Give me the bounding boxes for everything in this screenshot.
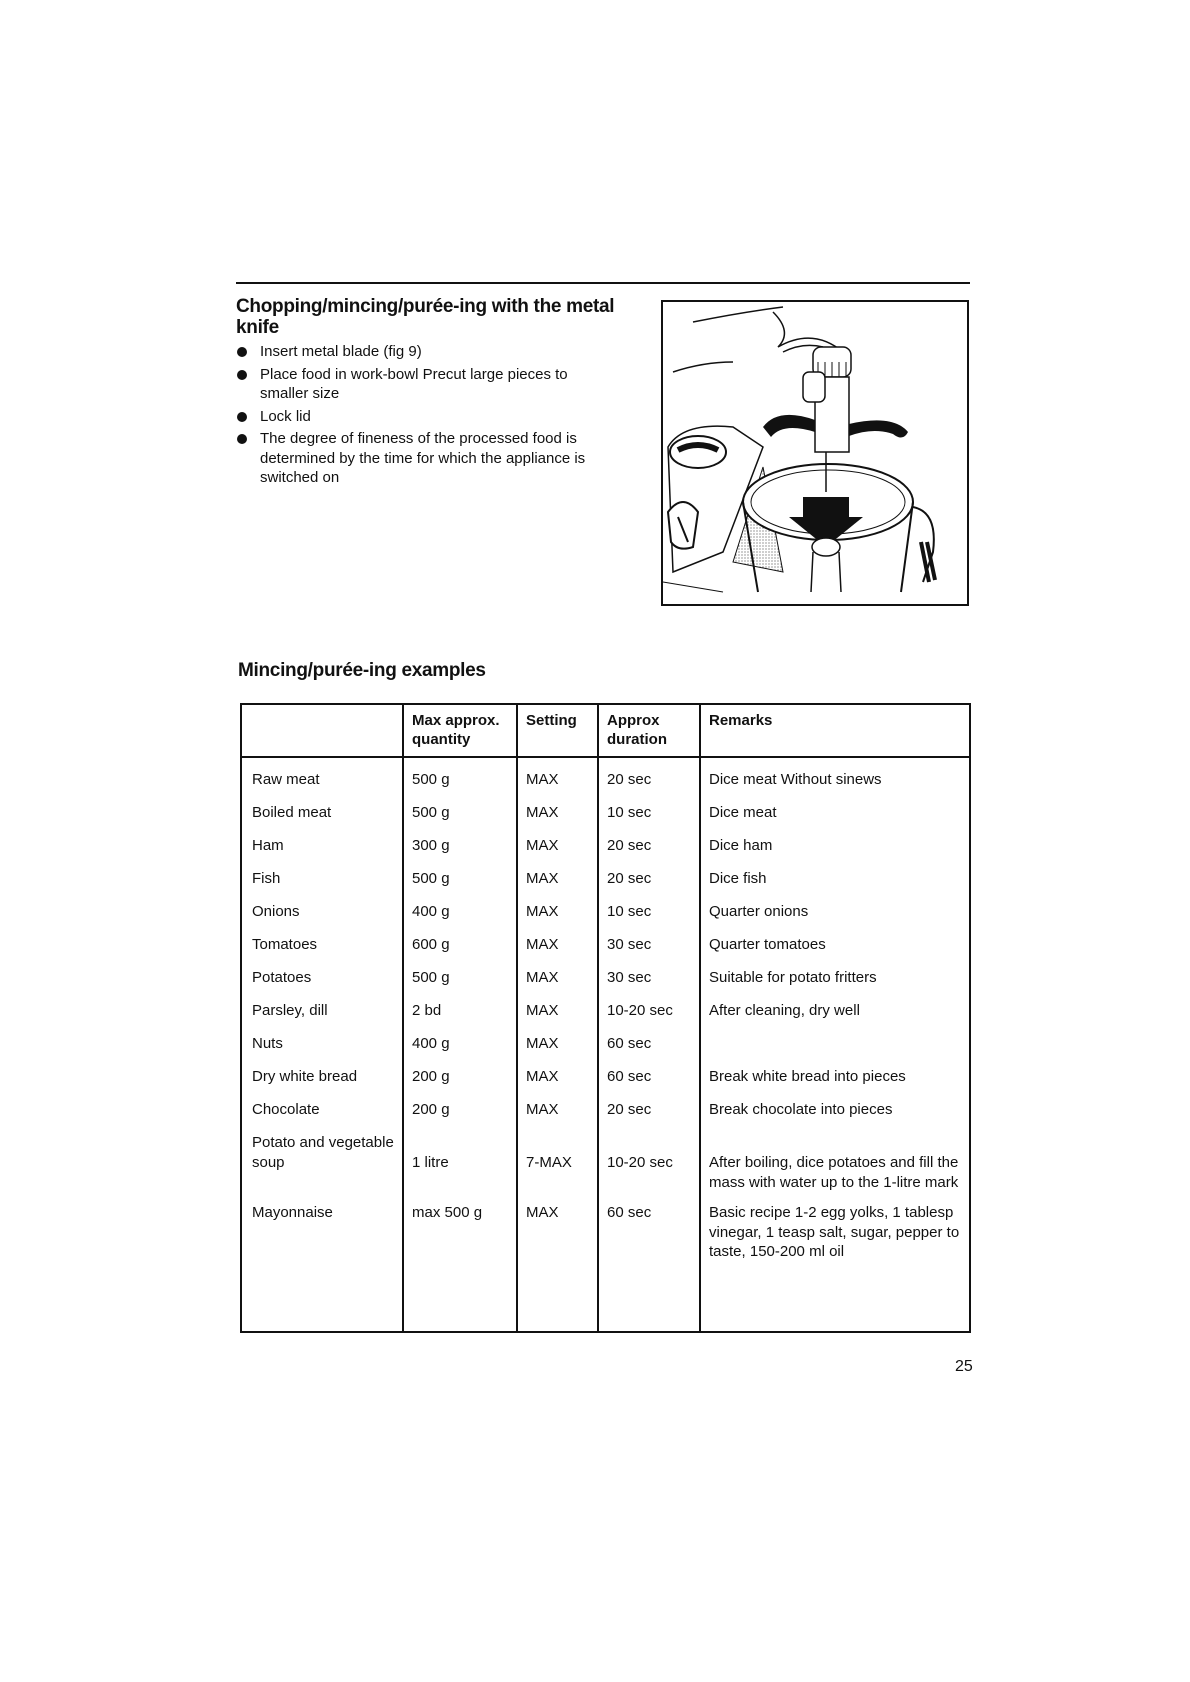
table-cell: Parsley, dill [252,1002,328,1019]
list-item [236,429,606,488]
instruction-list [236,342,606,491]
table-cell: After boiling, dice potatoes and fill the mass with water up to the 1-litre mark [709,1154,959,1191]
examples-table [240,703,971,1333]
table-cell: MAX [526,1101,559,1118]
column-divider [402,705,404,1331]
list-item [236,342,606,362]
table-cell: 20 sec [607,771,652,788]
table-cell: 500 g [412,771,450,788]
table-cell: Quarter tomatoes [709,936,826,953]
header-quantity: Max approx. quantity [412,712,500,748]
table-cell: 500 g [412,804,450,821]
column-divider [516,705,518,1331]
table-cell: 30 sec [607,936,652,953]
header-remarks: Remarks [709,712,773,729]
table-cell: MAX [526,969,559,986]
table-cell: MAX [526,804,559,821]
table-cell: 2 bd [412,1002,442,1019]
table-cell: MAX [526,771,559,788]
table-cell: 10 sec [607,804,652,821]
list-item-text: Insert metal blade (fig 9) [260,343,422,360]
table-cell: 30 sec [607,969,652,986]
bullet-icon [237,347,247,357]
table-cell: Potatoes [252,969,312,986]
table-cell: 20 sec [607,837,652,854]
metal-blade-illustration [661,300,969,606]
food-processor-drawing [663,302,967,604]
table-cell: MAX [526,936,559,953]
table-cell: Onions [252,903,300,920]
table-cell: MAX [526,1068,559,1085]
header-divider [242,756,969,758]
top-rule [236,282,970,284]
table-cell: Raw meat [252,771,320,788]
table-cell: Tomatoes [252,936,318,953]
table-cell: Potato and vegetable soup [252,1134,394,1171]
table-cell: 60 sec [607,1204,652,1221]
list-item [236,365,606,404]
page-number: 25 [955,1358,973,1375]
table-cell: MAX [526,903,559,920]
table-cell: 1 litre [412,1154,449,1171]
table-cell: Chocolate [252,1101,320,1118]
table-cell: 10 sec [607,903,652,920]
table-cell: 500 g [412,870,450,887]
table-cell: MAX [526,1002,559,1019]
list-item-text: The degree of fineness of the processed food is determined by the time for which the appliance is switched on [260,430,586,486]
table-cell: 20 sec [607,1101,652,1118]
table-cell: 400 g [412,1035,450,1052]
table-cell: 400 g [412,903,450,920]
table-cell: 10-20 sec [607,1154,673,1171]
list-item [236,407,606,427]
section-title: Mincing/purée-ing examples [238,660,486,681]
table-cell: Mayonnaise [252,1204,333,1221]
bullet-icon [237,412,247,422]
table-cell: 300 g [412,837,450,854]
table-cell: Nuts [252,1035,283,1052]
table-cell: 60 sec [607,1035,652,1052]
column-divider [597,705,599,1331]
table-cell: 20 sec [607,870,652,887]
bullet-icon [237,370,247,380]
table-cell: After cleaning, dry well [709,1002,860,1019]
table-cell: 7-MAX [526,1154,572,1171]
table-cell: MAX [526,1204,559,1221]
table-cell: Break chocolate into pieces [709,1101,893,1118]
table-cell: Basic recipe 1-2 egg yolks, 1 tablesp vinegar, 1 teasp salt, sugar, pepper to taste, 150-200 ml oil [709,1204,960,1260]
table-cell: MAX [526,837,559,854]
table-cell: 600 g [412,936,450,953]
table-cell: Ham [252,837,284,854]
table-cell: MAX [526,1035,559,1052]
table-cell: Suitable for potato fritters [709,969,877,986]
table-cell: 10-20 sec [607,1002,673,1019]
table-cell: Boiled meat [252,804,332,821]
table-cell: Break white bread into pieces [709,1068,906,1085]
table-cell: 60 sec [607,1068,652,1085]
bullet-icon [237,434,247,444]
table-cell: Dice meat Without sinews [709,771,882,788]
table-cell: Dry white bread [252,1068,358,1085]
table-cell: Fish [252,870,281,887]
list-item-text: Lock lid [260,407,311,425]
list-item-text: Place food in work-bowl Precut large pieces to smaller size [260,365,568,402]
header-setting: Setting [526,712,577,729]
table-cell: 200 g [412,1101,450,1118]
table-cell: Dice fish [709,870,767,887]
table-cell: Quarter onions [709,903,809,920]
table-cell: Dice meat [709,804,777,821]
header-duration: Approx duration [607,712,667,748]
table-cell: 500 g [412,969,450,986]
table-cell: MAX [526,870,559,887]
table-cell: 200 g [412,1068,450,1085]
table-cell: max 500 g [412,1204,483,1221]
table-cell: Dice ham [709,837,773,854]
section-title: Chopping/mincing/purée-ing with the metal knife [236,296,615,338]
column-divider [699,705,701,1331]
